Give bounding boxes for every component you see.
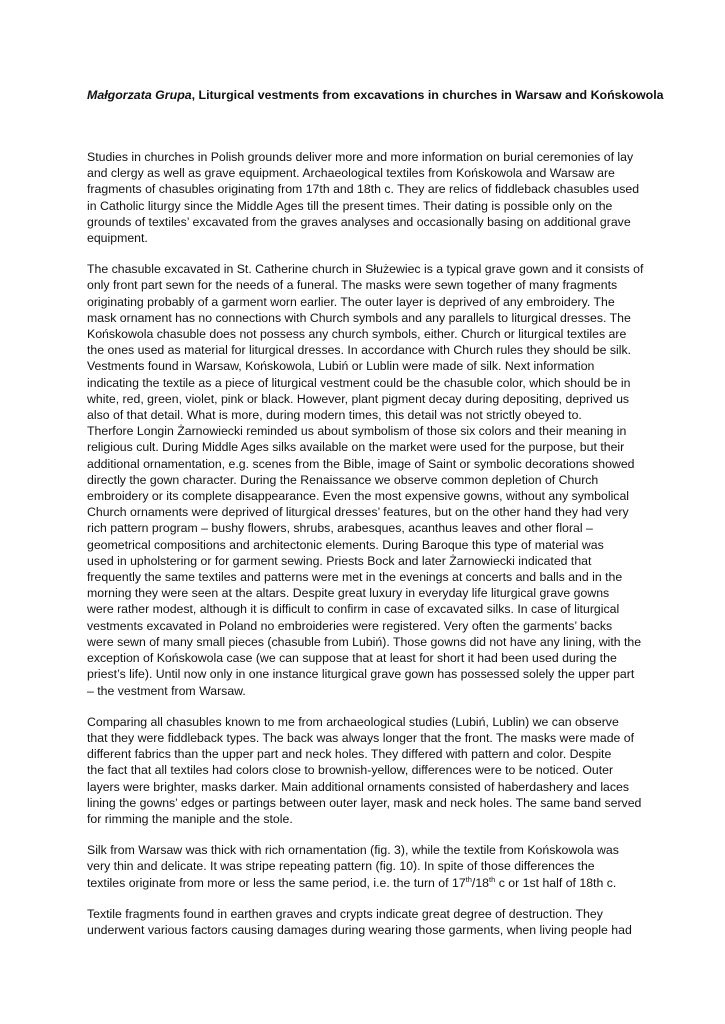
text-line: rich pattern program – bushy flowers, shrubs, arabesques, acanthus leaves and other floral – (87, 521, 593, 536)
text-line: that they were fiddleback types. The back was always longer that the front. The masks were made of (87, 730, 635, 745)
text-line: frequently the same textiles and patterns were met in the evenings at concerts and balls and in the (87, 570, 623, 585)
text-line: and clergy as well as grave equipment. Archaeological textiles from Końskowola and Warsaw are (87, 166, 615, 181)
text-line: exception of Końskowola case (we can suppose that at least for short it had been used during the (87, 651, 617, 666)
text-line: priest’s life). Until now only in one instance liturgical grave gown has possessed solely the upper part (87, 667, 635, 682)
text-line: were rather modest, although it is difficult to confirm in case of excavated silks. In case of liturgical (87, 602, 620, 617)
text-line: different fabrics than the upper part and neck holes. They differed with pattern and color. Despite (87, 747, 612, 762)
text-line: indicating the textile as a piece of liturgical vestment could be the chasuble color, which should be in (87, 375, 631, 390)
text-line: Studies in churches in Polish grounds deliver more and more information on burial ceremonies of lay (87, 150, 634, 164)
text-line: Comparing all chasubles known to me from archaeological studies (Lubiń, Lublin) we can observe (87, 714, 619, 729)
text-line: also of that detail. What is more, during modern times, this detail was not strictly obeyed to. (87, 408, 582, 423)
text-line: the ones used as material for liturgical dresses. In accordance with Church rules they should be silk. (87, 343, 632, 358)
text-line: morning they were seen at the altars. Despite great luxury in everyday life liturgical grave gowns (87, 586, 610, 601)
text-line: – the vestment from Warsaw. (87, 683, 246, 698)
text-line: textiles originate from more or less the same period, i.e. the turn of 17th/18th c or 1st half of 18th c. (87, 874, 617, 890)
text-line: were sewn of many small pieces (chasuble from Lubiń). Those gowns did not have any lining, with the (87, 634, 642, 649)
text-line: in Catholic liturgy since the Middle Ages till the present times. Their dating is possible only on the (87, 198, 613, 213)
text-line: originating probably of a garment worn earlier. The outer layer is deprived of any embroidery. The (87, 294, 615, 309)
text-line: underwent various factors causing damages during wearing those garments, when living people had (87, 922, 632, 937)
text-line: white, red, green, violet, pink or black. However, plant pigment decay during depositing, deprived us (87, 391, 630, 406)
text-line: vestments excavated in Poland no embroideries were registered. Very often the garments’ backs (87, 618, 613, 633)
text-line: directly the gown character. During the Renaissance we observe common depletion of Church (87, 472, 599, 487)
author-name: Małgorzata Grupa (87, 88, 192, 102)
text-line: Silk from Warsaw was thick with rich ornamentation (fig. 3), while the textile from Końskowola was (87, 843, 619, 858)
text-line: grounds of textiles’ excavated from the graves analyses and occasionally basing on additional grave (87, 214, 631, 229)
text-line: additional ornamentation, e.g. scenes from the Bible, image of Saint or symbolic decorations showed (87, 456, 635, 471)
paragraph (87, 714, 642, 827)
text-line: Therfore Longin Żarnowiecki reminded us about symbolism of those six colors and their meaning in (87, 424, 627, 439)
title-text: , Liturgical vestments from excavations in churches in Warsaw and Końskowola (191, 88, 664, 102)
text-line: mask ornament has no connections with Church symbols and any parallels to liturgical dresses. The (87, 310, 631, 325)
text-line: very thin and delicate. It was stripe repeating pattern (fig. 10). In spite of those differences the (87, 859, 595, 874)
text-line: used in upholstering or for garment sewing. Priests Bock and later Żarnowiecki indicated that (87, 553, 592, 568)
text-line: religious cult. During Middle Ages silks available on the market were used for the purpose, but their (87, 440, 625, 455)
text-line: lining the gowns’ edges or partings between outer layer, mask and neck holes. The same band served (87, 795, 642, 810)
text-line: embroidery or its complete disappearance. Even the most expensive gowns, without any symbolical (87, 489, 630, 504)
paragraph (87, 906, 639, 938)
text-line: Textile fragments found in earthen graves and crypts indicate great degree of destruction. They (87, 906, 603, 921)
text-line: Church ornaments were deprived of liturgical dresses’ features, but on the other hand they had very (87, 505, 629, 520)
page-title (87, 87, 664, 103)
text-line: only front part sewn for the needs of a funeral. The masks were sewn together of many fragments (87, 278, 618, 293)
text-line: The chasuble excavated in St. Catherine church in Służewiec is a typical grave gown and it consists of (87, 262, 644, 277)
text-line: layers were brighter, masks darker. Main additional ornaments consisted of haberdashery and laces (87, 779, 630, 794)
text-line: fragments of chasubles originating from 17th and 18th c. They are relics of fiddleback chasubles used (87, 182, 640, 197)
body-text (87, 149, 644, 953)
paragraph (87, 261, 644, 698)
text-line: Vestments found in Warsaw, Końskowola, Lubiń or Lublin were made of silk. Next information (87, 359, 595, 374)
paragraph (87, 842, 639, 891)
text-line: equipment. (87, 231, 148, 246)
text-line: for rimming the maniple and the stole. (87, 811, 293, 826)
text-line: Końskowola chasuble does not possess any church symbols, either. Church or liturgical textiles are (87, 327, 627, 342)
paragraph (87, 149, 639, 246)
text-line: geometrical compositions and architectonic elements. During Baroque this type of material was (87, 537, 604, 552)
text-line: the fact that all textiles had colors close to brownish-yellow, differences were to be noticed. Outer (87, 763, 614, 778)
